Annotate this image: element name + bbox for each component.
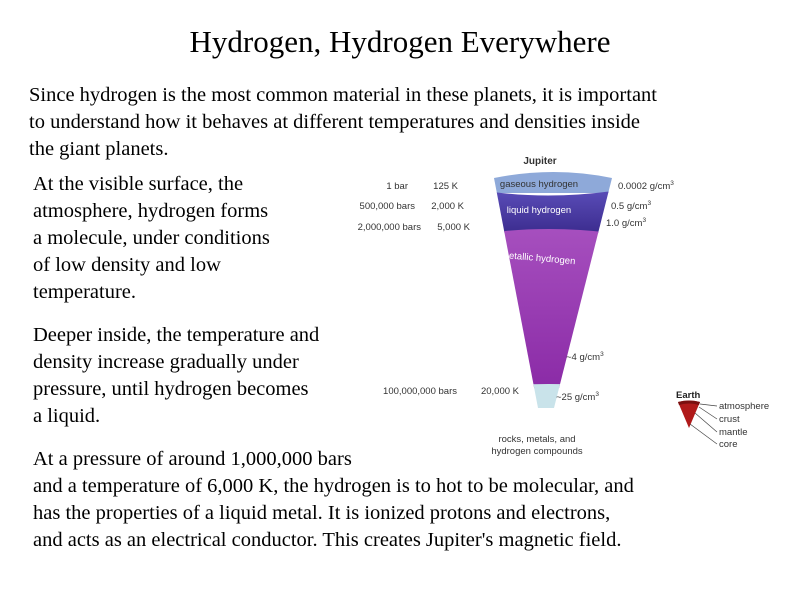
- surface-line: atmosphere, hydrogen forms: [33, 200, 269, 222]
- pressure-label: 100,000,000 bars: [383, 386, 457, 397]
- earth-leader: [700, 404, 717, 406]
- intro-line: the giant planets.: [29, 138, 169, 160]
- pressure-label: 500,000 bars: [359, 201, 415, 212]
- pressure-line: and acts as an electrical conductor. This creates Jupiter's magnetic field.: [33, 529, 622, 551]
- temperature-label: 125 K: [433, 181, 458, 192]
- pressure-line: At a pressure of around 1,000,000 bars: [33, 448, 352, 470]
- deeper-line: pressure, until hydrogen becomes: [33, 378, 309, 400]
- temperature-label: 2,000 K: [431, 201, 464, 212]
- earth-leader: [699, 407, 717, 419]
- density-label: [606, 217, 646, 229]
- earth-layer-label: atmosphere: [719, 401, 770, 412]
- metallic-layer-label: metallic hydrogen: [500, 249, 576, 268]
- density-label: [618, 180, 674, 192]
- surface-line: At the visible surface, the: [33, 173, 244, 195]
- density-exponent: 3: [647, 200, 652, 207]
- surface-line: temperature.: [33, 281, 137, 303]
- earth-leader: [695, 413, 717, 432]
- temperature-label: 5,000 K: [437, 222, 470, 233]
- deeper-line: a liquid.: [33, 405, 101, 427]
- core-label: hydrogen compounds: [491, 446, 583, 457]
- earth-layer-label: mantle: [719, 427, 748, 438]
- density-value: ~25 g/cm: [556, 392, 596, 403]
- deeper-line: Deeper inside, the temperature and: [33, 324, 320, 346]
- density-label: [556, 391, 599, 403]
- liquid-layer-label: liquid hydrogen: [506, 205, 572, 216]
- jupiter-wedge: [480, 160, 620, 420]
- slide-title: Hydrogen, Hydrogen Everywhere: [189, 24, 611, 59]
- density-value: 1.0 g/cm: [606, 218, 643, 229]
- intro-line: Since hydrogen is the most common material in these planets, it is important: [29, 84, 657, 106]
- deeper-line: density increase gradually under: [33, 351, 299, 373]
- density-exponent: 3: [642, 217, 647, 224]
- earth-layer-label: crust: [719, 414, 740, 425]
- surface-line: of low density and low: [33, 254, 221, 276]
- core-label: rocks, metals, and: [498, 434, 576, 445]
- earth-layer-label: core: [719, 439, 738, 450]
- density-value: ~4 g/cm: [566, 352, 601, 363]
- earth-title: Earth: [676, 390, 701, 401]
- pressure-label: 2,000,000 bars: [357, 222, 421, 233]
- density-exponent: 3: [595, 391, 599, 398]
- surface-line: a molecule, under conditions: [33, 227, 270, 249]
- temperature-label: 20,000 K: [480, 386, 519, 397]
- density-value: 0.5 g/cm: [611, 201, 648, 212]
- gaseous-layer-label: gaseous hydrogen: [499, 179, 579, 190]
- density-value: 0.0002 g/cm: [618, 181, 671, 192]
- pressure-line: and a temperature of 6,000 K, the hydrogen is to hot to be molecular, and: [33, 475, 634, 497]
- pressure-label: 1 bar: [386, 181, 408, 192]
- earth-inset: [676, 390, 769, 450]
- density-exponent: 3: [600, 351, 604, 358]
- pressure-line: has the properties of a liquid metal. It is ionized protons and electrons,: [33, 502, 611, 524]
- density-label: [566, 351, 604, 363]
- earth-leader: [690, 424, 717, 444]
- diagram-title: Jupiter: [523, 156, 557, 167]
- density-exponent: 3: [670, 180, 674, 187]
- density-label: [611, 200, 651, 212]
- intro-line: to understand how it behaves at different temperatures and densities inside: [29, 111, 641, 133]
